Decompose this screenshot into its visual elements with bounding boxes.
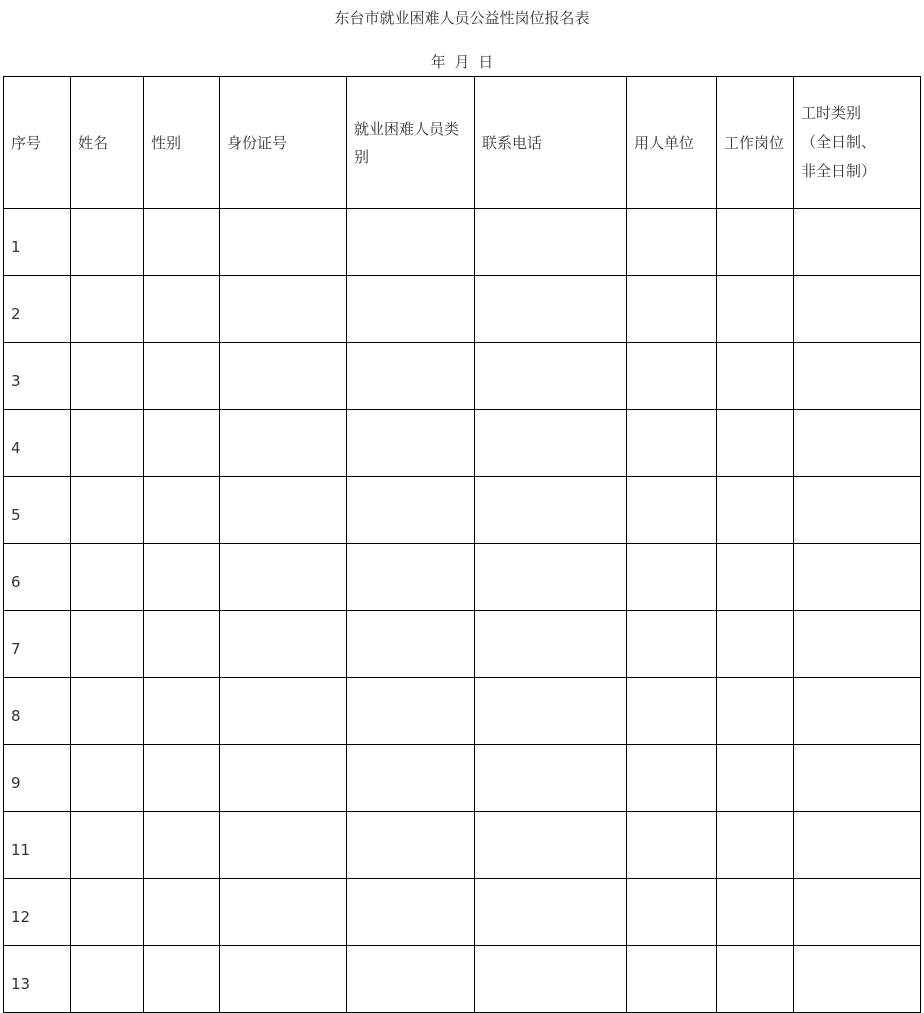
header-gender [144,77,220,209]
cell-name[interactable] [71,879,144,946]
header-name-label: 姓名 [78,133,109,152]
cell-seq [4,343,71,410]
cell-employer[interactable] [627,276,717,343]
cell-id-number[interactable] [220,678,347,745]
table-header-row [4,77,921,209]
cell-work-hours[interactable] [794,812,921,879]
cell-position[interactable] [717,812,794,879]
cell-phone[interactable] [475,946,627,1013]
cell-id-number[interactable] [220,879,347,946]
row-seq-number: 9 [11,774,21,792]
cell-id-number[interactable] [220,611,347,678]
cell-position[interactable] [717,611,794,678]
row-seq-number: 3 [11,372,21,390]
cell-work-hours[interactable] [794,879,921,946]
cell-position[interactable] [717,209,794,276]
table-row [4,678,921,745]
cell-work-hours[interactable] [794,946,921,1013]
cell-gender[interactable] [144,678,220,745]
cell-employer[interactable] [627,343,717,410]
header-work-hours [794,77,921,209]
cell-id-number[interactable] [220,343,347,410]
cell-phone[interactable] [475,209,627,276]
cell-seq [4,410,71,477]
cell-gender[interactable] [144,276,220,343]
cell-phone[interactable] [475,611,627,678]
cell-id-number[interactable] [220,477,347,544]
cell-phone[interactable] [475,745,627,812]
cell-gender[interactable] [144,611,220,678]
cell-id-number[interactable] [220,209,347,276]
cell-gender[interactable] [144,343,220,410]
row-seq-number: 4 [11,439,21,457]
cell-name[interactable] [71,946,144,1013]
table-row [4,879,921,946]
cell-employer[interactable] [627,477,717,544]
cell-seq [4,544,71,611]
cell-phone[interactable] [475,812,627,879]
row-seq-number: 6 [11,573,21,591]
header-seq-label: 序号 [11,133,42,152]
header-position-label: 工作岗位 [724,133,785,152]
header-id-number [220,77,347,209]
table-row [4,209,921,276]
row-seq-number: 11 [11,841,31,859]
cell-employer[interactable] [627,879,717,946]
header-phone [475,77,627,209]
cell-phone[interactable] [475,343,627,410]
cell-gender[interactable] [144,477,220,544]
row-seq-number: 1 [11,238,21,256]
row-seq-number: 8 [11,707,21,725]
cell-work-hours[interactable] [794,410,921,477]
cell-employer[interactable] [627,678,717,745]
cell-seq [4,879,71,946]
cell-work-hours[interactable] [794,343,921,410]
cell-work-hours[interactable] [794,477,921,544]
cell-category[interactable] [347,209,475,276]
header-gender-label: 性别 [151,133,182,152]
cell-gender[interactable] [144,544,220,611]
header-employer-label: 用人单位 [634,133,695,152]
cell-seq [4,209,71,276]
cell-position[interactable] [717,343,794,410]
cell-name[interactable] [71,812,144,879]
cell-category[interactable] [347,678,475,745]
header-seq [4,77,71,209]
cell-phone[interactable] [475,879,627,946]
cell-phone[interactable] [475,477,627,544]
table-row [4,343,921,410]
cell-gender[interactable] [144,946,220,1013]
cell-position[interactable] [717,276,794,343]
header-phone-label: 联系电话 [482,133,543,152]
header-work-hours-note-2: 非全日制） [801,162,877,180]
cell-phone[interactable] [475,410,627,477]
cell-name[interactable] [71,477,144,544]
cell-category[interactable] [347,544,475,611]
cell-work-hours[interactable] [794,611,921,678]
cell-position[interactable] [717,678,794,745]
cell-phone[interactable] [475,276,627,343]
cell-phone[interactable] [475,544,627,611]
cell-name[interactable] [71,276,144,343]
table-row [4,611,921,678]
cell-id-number[interactable] [220,276,347,343]
cell-category[interactable] [347,946,475,1013]
cell-employer[interactable] [627,410,717,477]
date-line: 年 月 日 [430,53,494,71]
cell-work-hours[interactable] [794,544,921,611]
cell-employer[interactable] [627,611,717,678]
cell-work-hours[interactable] [794,276,921,343]
cell-category[interactable] [347,276,475,343]
cell-seq [4,678,71,745]
row-seq-number: 7 [11,640,21,658]
table-row [4,946,921,1013]
table-row [4,745,921,812]
cell-category[interactable] [347,611,475,678]
header-employer [627,77,717,209]
cell-position[interactable] [717,745,794,812]
cell-name[interactable] [71,544,144,611]
cell-seq [4,477,71,544]
cell-position[interactable] [717,410,794,477]
header-id-number-label: 身份证号 [227,133,288,152]
table-row [4,477,921,544]
table-row [4,544,921,611]
cell-category[interactable] [347,477,475,544]
cell-work-hours[interactable] [794,209,921,276]
cell-employer[interactable] [627,544,717,611]
header-category-label: 就业困难人员类别 [354,119,460,166]
cell-seq [4,745,71,812]
cell-id-number[interactable] [220,410,347,477]
cell-employer[interactable] [627,946,717,1013]
cell-category[interactable] [347,343,475,410]
table-row [4,812,921,879]
header-work-hours-title: 工时类别 [801,104,862,122]
header-work-hours-note-1: （全日制、 [801,133,877,151]
cell-gender[interactable] [144,812,220,879]
row-seq-number: 12 [11,908,31,926]
cell-name[interactable] [71,343,144,410]
cell-work-hours[interactable] [794,745,921,812]
cell-work-hours[interactable] [794,678,921,745]
cell-name[interactable] [71,745,144,812]
table-row [4,276,921,343]
cell-id-number[interactable] [220,745,347,812]
cell-gender[interactable] [144,879,220,946]
cell-employer[interactable] [627,812,717,879]
cell-gender[interactable] [144,209,220,276]
header-name [71,77,144,209]
cell-position[interactable] [717,477,794,544]
table-body [4,209,921,1013]
row-seq-number: 13 [11,975,31,993]
cell-name[interactable] [71,611,144,678]
cell-category[interactable] [347,410,475,477]
cell-id-number[interactable] [220,946,347,1013]
cell-employer[interactable] [627,745,717,812]
cell-position[interactable] [717,544,794,611]
cell-name[interactable] [71,209,144,276]
header-category [347,77,475,209]
cell-employer[interactable] [627,209,717,276]
cell-id-number[interactable] [220,812,347,879]
cell-name[interactable] [71,410,144,477]
cell-gender[interactable] [144,745,220,812]
row-seq-number: 2 [11,305,21,323]
cell-name[interactable] [71,678,144,745]
cell-seq [4,812,71,879]
document-title: 东台市就业困难人员公益性岗位报名表 [334,9,590,27]
cell-category[interactable] [347,812,475,879]
registration-table [3,76,921,1013]
header-position [717,77,794,209]
table-row [4,410,921,477]
cell-seq [4,946,71,1013]
cell-category[interactable] [347,879,475,946]
row-seq-number: 5 [11,506,21,524]
cell-seq [4,276,71,343]
cell-phone[interactable] [475,678,627,745]
cell-seq [4,611,71,678]
cell-position[interactable] [717,946,794,1013]
cell-category[interactable] [347,745,475,812]
cell-id-number[interactable] [220,544,347,611]
cell-position[interactable] [717,879,794,946]
cell-gender[interactable] [144,410,220,477]
